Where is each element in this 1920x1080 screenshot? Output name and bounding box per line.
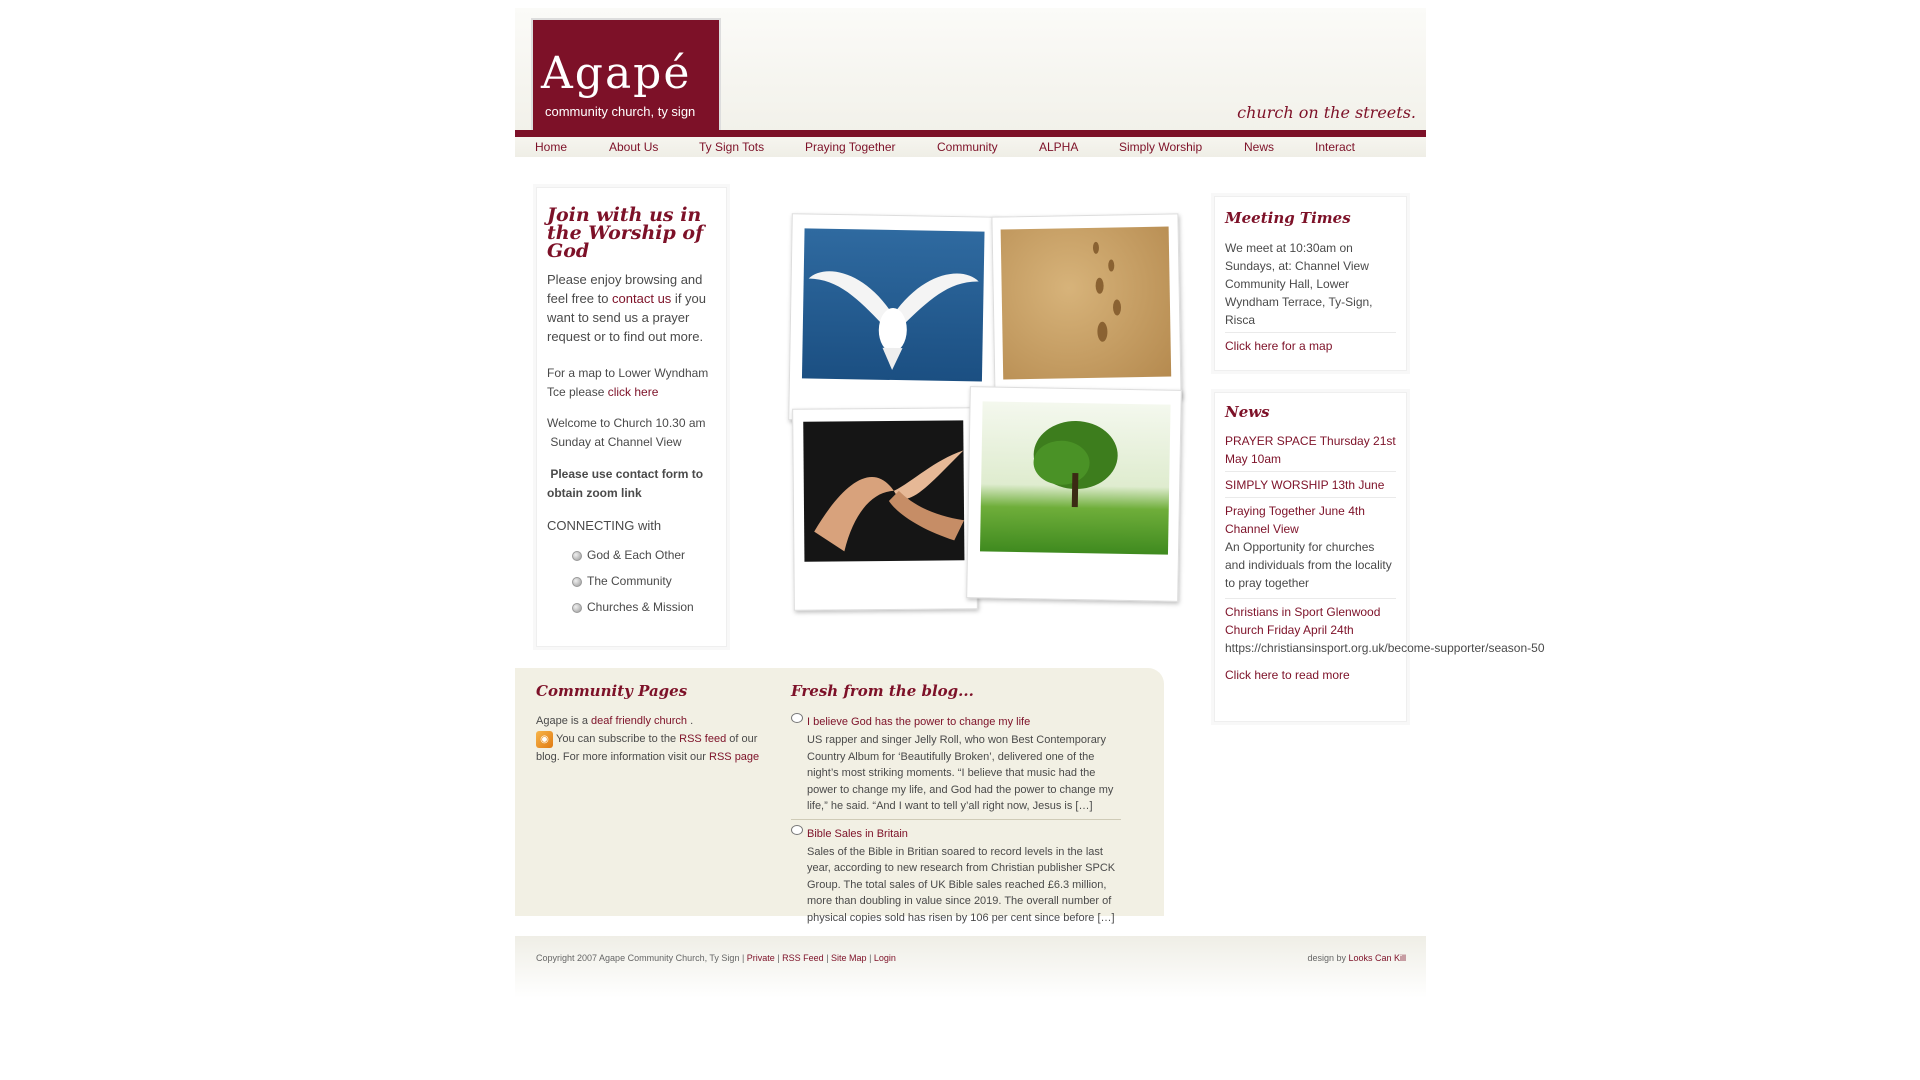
dove-photo: [788, 213, 999, 424]
page-wrapper: [515, 0, 1545, 1080]
map-text: For a map to Lower Wyndham Tce please: [547, 366, 709, 399]
tagline: church on the streets.: [1237, 103, 1416, 122]
footer: [515, 936, 1426, 998]
rss-text-mid: of our blog. For more information visit our: [536, 733, 758, 763]
rss-icon[interactable]: ◉: [536, 731, 553, 748]
meeting-times-heading: Meeting Times: [1225, 209, 1351, 227]
news-item-link[interactable]: SIMPLY WORSHIP 13th June: [1225, 478, 1385, 492]
map-link[interactable]: Click here for a map: [1225, 339, 1333, 353]
footer-rss-feed-link[interactable]: RSS Feed: [782, 953, 824, 963]
footer-links: Copyright 2007 Agape Community Church, Ty Sign | Private | RSS Feed | Site Map | Login: [536, 953, 896, 963]
connecting-label: CONNECTING with: [547, 518, 662, 533]
blog-post-excerpt: Sales of the Bible in Britian soared to record levels in the last year, according to new research from Christian publisher SPCK Group. The total sales of UK Bible sales reached £6.3 million, more than doubling in value since 2019. The overall number of physical copies sold has risen by 106 per cent since before […]: [807, 845, 1116, 924]
bullet-icon: [572, 577, 582, 587]
footprints-photo: [991, 213, 1181, 401]
nav-community[interactable]: Community: [937, 140, 998, 154]
service-time: [547, 414, 716, 452]
rss-feed-link[interactable]: RSS feed: [679, 733, 727, 745]
list-item: [572, 600, 716, 614]
blog-heading: Fresh from the blog...: [791, 682, 974, 700]
nav-about-us[interactable]: About Us: [609, 140, 659, 154]
hands-image: [803, 420, 964, 561]
logo[interactable]: [531, 18, 721, 134]
news-item-link[interactable]: Praying Together June 4th Channel View: [1225, 504, 1365, 536]
community-heading: Community Pages: [536, 682, 688, 700]
map-note: [547, 364, 716, 402]
welcome-heading: Join with us in the Worship of God: [547, 204, 704, 262]
news-item-body: https://christiansinsport.org.uk/become-supporter/season-50: [1225, 641, 1545, 655]
tree-image: [980, 401, 1171, 554]
blog-feed: [791, 682, 1121, 924]
dove-icon: [802, 228, 985, 381]
header-divider: [515, 130, 1426, 137]
hands-icon: [803, 420, 964, 561]
blog-post-title[interactable]: I believe God has the power to change my life: [807, 716, 1031, 728]
sand-image: [1001, 227, 1172, 380]
looks-can-kill-link[interactable]: Looks Can Kill: [1348, 953, 1406, 963]
blog-post: [791, 712, 1121, 815]
community-text-end: .: [687, 715, 694, 727]
logo-wordmark: Agapé: [541, 48, 692, 99]
main-nav: [515, 137, 1426, 157]
news-item-body: An Opportunity for churches and individuals from the locality to pray together: [1225, 540, 1392, 590]
service-line-1: Welcome to Church 10.30 am: [547, 416, 706, 430]
lower-panel: [515, 668, 1164, 924]
dove-image: [802, 228, 985, 381]
community-text-start: Agape is a: [536, 715, 592, 727]
meeting-times-text: We meet at 10:30am on Sundays, at: Channel View Community Hall, Lower Wyndham Terrace, Ty-Sign, Risca: [1225, 241, 1373, 327]
rss-text: You can subscribe to the: [556, 733, 680, 745]
contact-us-link[interactable]: contact us: [612, 291, 672, 306]
design-credit: [1307, 953, 1406, 963]
deaf-friendly-link[interactable]: deaf friendly church: [591, 715, 688, 727]
bullet-label: The Community: [587, 574, 672, 588]
speech-bubble-icon: [791, 713, 803, 723]
news-list: [1225, 432, 1545, 684]
footer-site-map-link[interactable]: Site Map: [831, 953, 867, 963]
nav-home[interactable]: Home: [535, 140, 568, 154]
nav-ty-sign-tots[interactable]: Ty Sign Tots: [699, 140, 765, 154]
divider: [1225, 471, 1396, 472]
bullet-label: Churches & Mission: [587, 600, 694, 614]
list-item: [572, 548, 716, 562]
speech-bubble-icon: [791, 825, 803, 835]
community-pages: [536, 682, 761, 766]
footprints-icon: [1001, 227, 1172, 380]
welcome-box: [536, 187, 727, 647]
bullet-label: God & Each Other: [587, 548, 686, 562]
nav-news[interactable]: News: [1244, 140, 1275, 154]
connecting-list: [547, 548, 716, 614]
tree-icon: [980, 401, 1171, 554]
blog-post: [791, 824, 1121, 924]
news-item-link[interactable]: Christians in Sport Glenwood Church Friday April 24th: [1225, 605, 1381, 637]
map-click-here-link[interactable]: click here: [607, 385, 659, 399]
blog-post-title[interactable]: Bible Sales in Britain: [807, 827, 908, 840]
divider: [791, 819, 1121, 820]
news-box: [1214, 392, 1545, 722]
nav-alpha[interactable]: ALPHA: [1039, 140, 1079, 154]
rss-page-link[interactable]: RSS page: [709, 751, 760, 763]
community-text: [536, 712, 761, 766]
footer-private-link[interactable]: Private: [746, 953, 775, 963]
tree-photo: [966, 386, 1182, 602]
bullet-icon: [572, 603, 582, 613]
nav-praying-together[interactable]: Praying Together: [805, 140, 896, 154]
welcome-intro: [547, 270, 716, 346]
read-more-link[interactable]: Click here to read more: [1225, 668, 1350, 682]
intro-text-end: if you want to send us a prayer request or to find out more.: [547, 291, 706, 344]
logo-subtitle: community church, ty sign: [545, 104, 696, 119]
news-heading: News: [1225, 403, 1270, 421]
design-credit-text: design by: [1307, 953, 1349, 963]
blog-post-excerpt: US rapper and singer Jelly Roll, who won Best Contemporary Country Album for ‘Beautifully Broken’, delivered one of the night’s most striking moments. “I believe that music had the power to change my life, and God had the power to change my life,” he said. “And I want to tell y’all right now, Jesus is […]: [807, 734, 1114, 812]
zoom-note: Please use contact form to obtain zoom link: [547, 467, 707, 500]
news-item-link[interactable]: PRAYER SPACE Thursday 21st May 10am: [1225, 434, 1396, 466]
header: [515, 8, 1426, 132]
copyright-text: Copyright 2007 Agape Community Church, Ty Sign |: [536, 953, 747, 963]
hands-photo: [792, 407, 978, 611]
footer-login-link[interactable]: Login: [873, 953, 896, 963]
bullet-icon: [572, 551, 582, 561]
divider: [1225, 497, 1396, 498]
intro-text: Please enjoy browsing and feel free to: [547, 272, 703, 306]
nav-interact[interactable]: Interact: [1315, 140, 1356, 154]
list-item: [572, 574, 716, 588]
divider: [1225, 598, 1396, 599]
nav-simply-worship[interactable]: Simply Worship: [1119, 140, 1203, 154]
divider: [1225, 332, 1396, 333]
meeting-times-box: [1214, 196, 1407, 371]
service-line-2: Sunday at Channel View: [547, 435, 682, 449]
